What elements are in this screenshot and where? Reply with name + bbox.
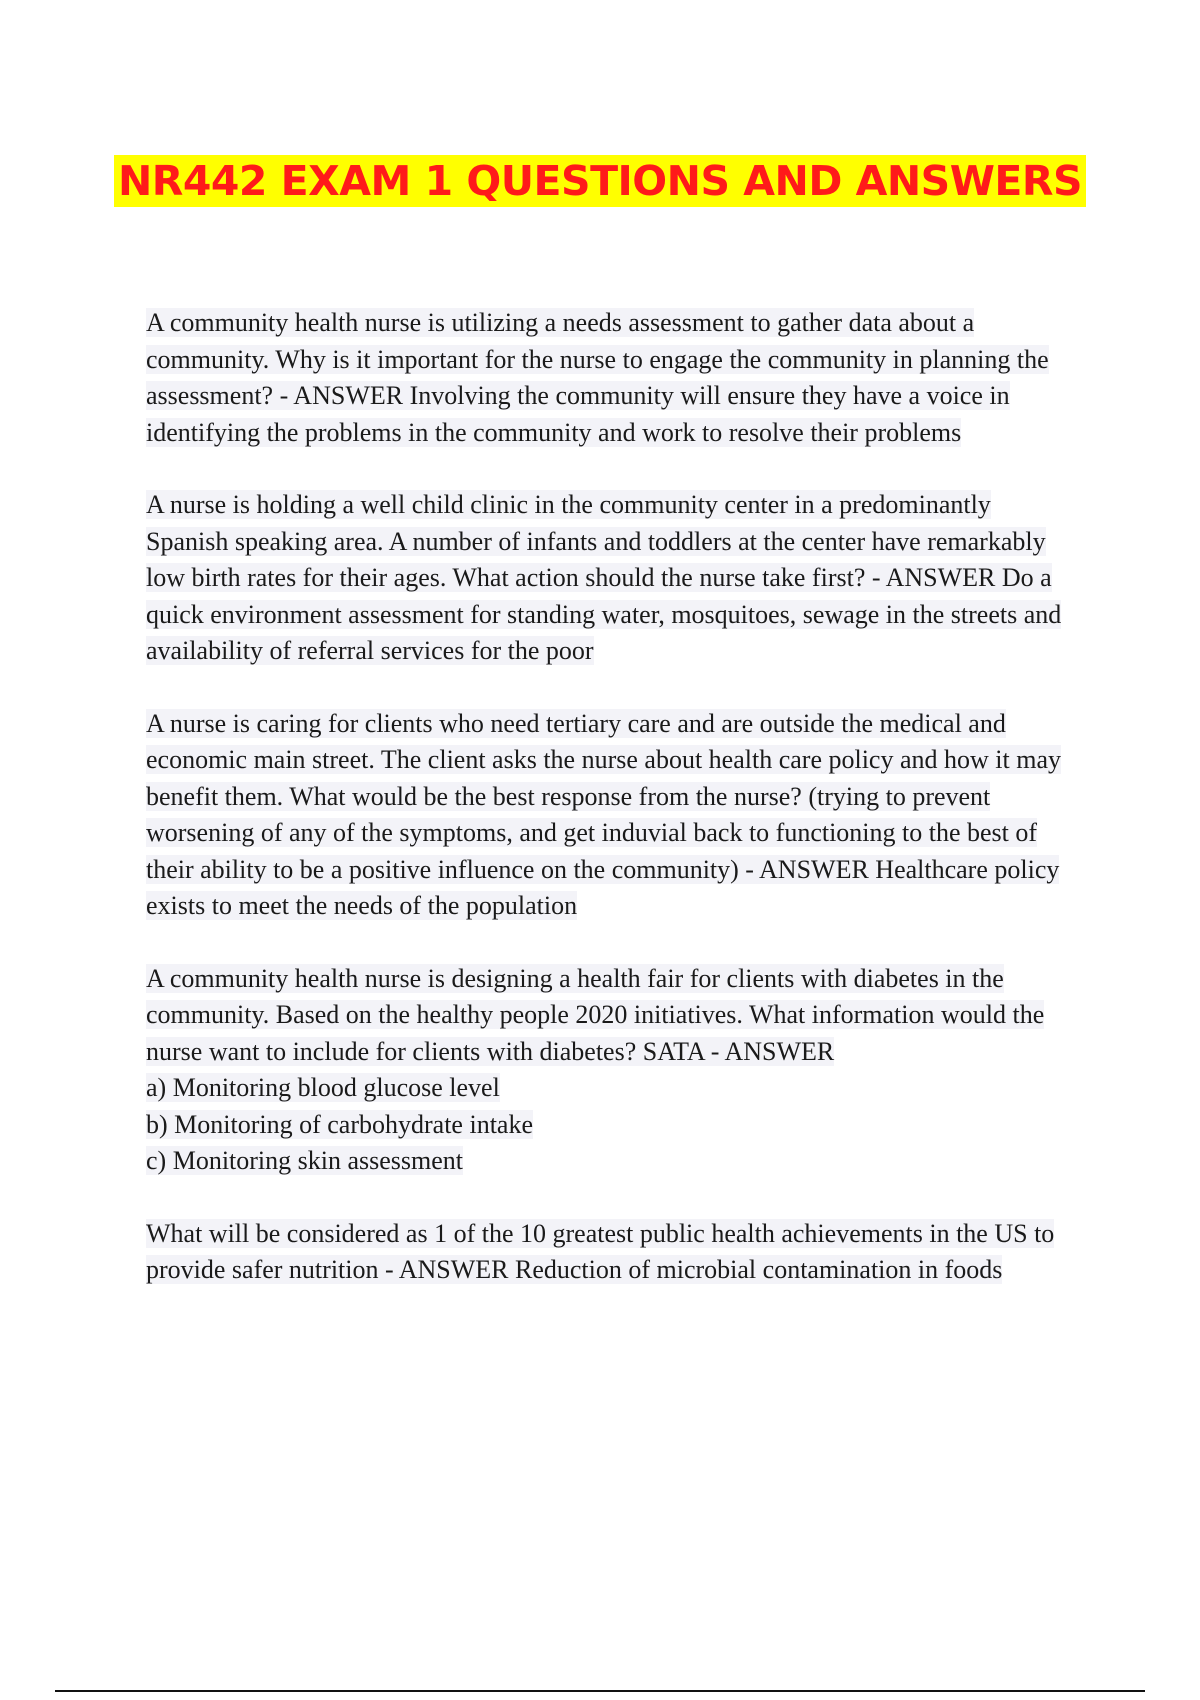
- qa-item-2: [146, 487, 1066, 670]
- document-title-text: NR442 EXAM 1 QUESTIONS AND ANSWERS: [114, 155, 1086, 207]
- qa-item-text: A community health nurse is utilizing a needs assessment to gather data about a community. Why is it important for the nurse to engage the community in planning the assessment? - ANSWER Involving the community will ensure they have a voice in identifying the problems in the community and work to resolve their problems: [146, 308, 1049, 447]
- qa-item-text: A community health nurse is designing a health fair for clients with diabetes in the community. Based on the healthy people 2020 initiatives. What information would the nurse want to include for clients with diabetes? SATA - ANSWER a) Monitoring blood glucose level b) Monitoring of carbohydrate intake c) Monitoring skin assessment: [146, 963, 1045, 1175]
- qa-item-4: [146, 961, 1066, 1180]
- qa-item-text: What will be considered as 1 of the 10 greatest public health achievements in the US to provide safer nutrition - ANSWER Reduction of microbial contamination in foods: [146, 1218, 1055, 1284]
- bottom-divider: [55, 1690, 1145, 1692]
- qa-item-1: [146, 305, 1066, 451]
- qa-list: [146, 305, 1066, 1325]
- qa-item-3: [146, 706, 1066, 925]
- qa-item-text: A nurse is caring for clients who need tertiary care and are outside the medical and economic main street. The client asks the nurse about health care policy and how it may benefit them. What would be the best response from the nurse? (trying to prevent worsening of any of the symptoms, and get induvial back to functioning to the best of their ability to be a positive influence on the community) - ANSWER Healthcare policy exists to meet the needs of the population: [146, 708, 1062, 920]
- qa-item-text: A nurse is holding a well child clinic in the community center in a predominantly Spanish speaking area. A number of infants and toddlers at the center have remarkably low birth rates for their ages. What action should the nurse take first? - ANSWER Do a quick environment assessment for standing water, mosquitoes, sewage in the streets and availability of referral services for the poor: [146, 490, 1062, 665]
- qa-item-5: [146, 1216, 1066, 1289]
- document-title: [0, 150, 1200, 212]
